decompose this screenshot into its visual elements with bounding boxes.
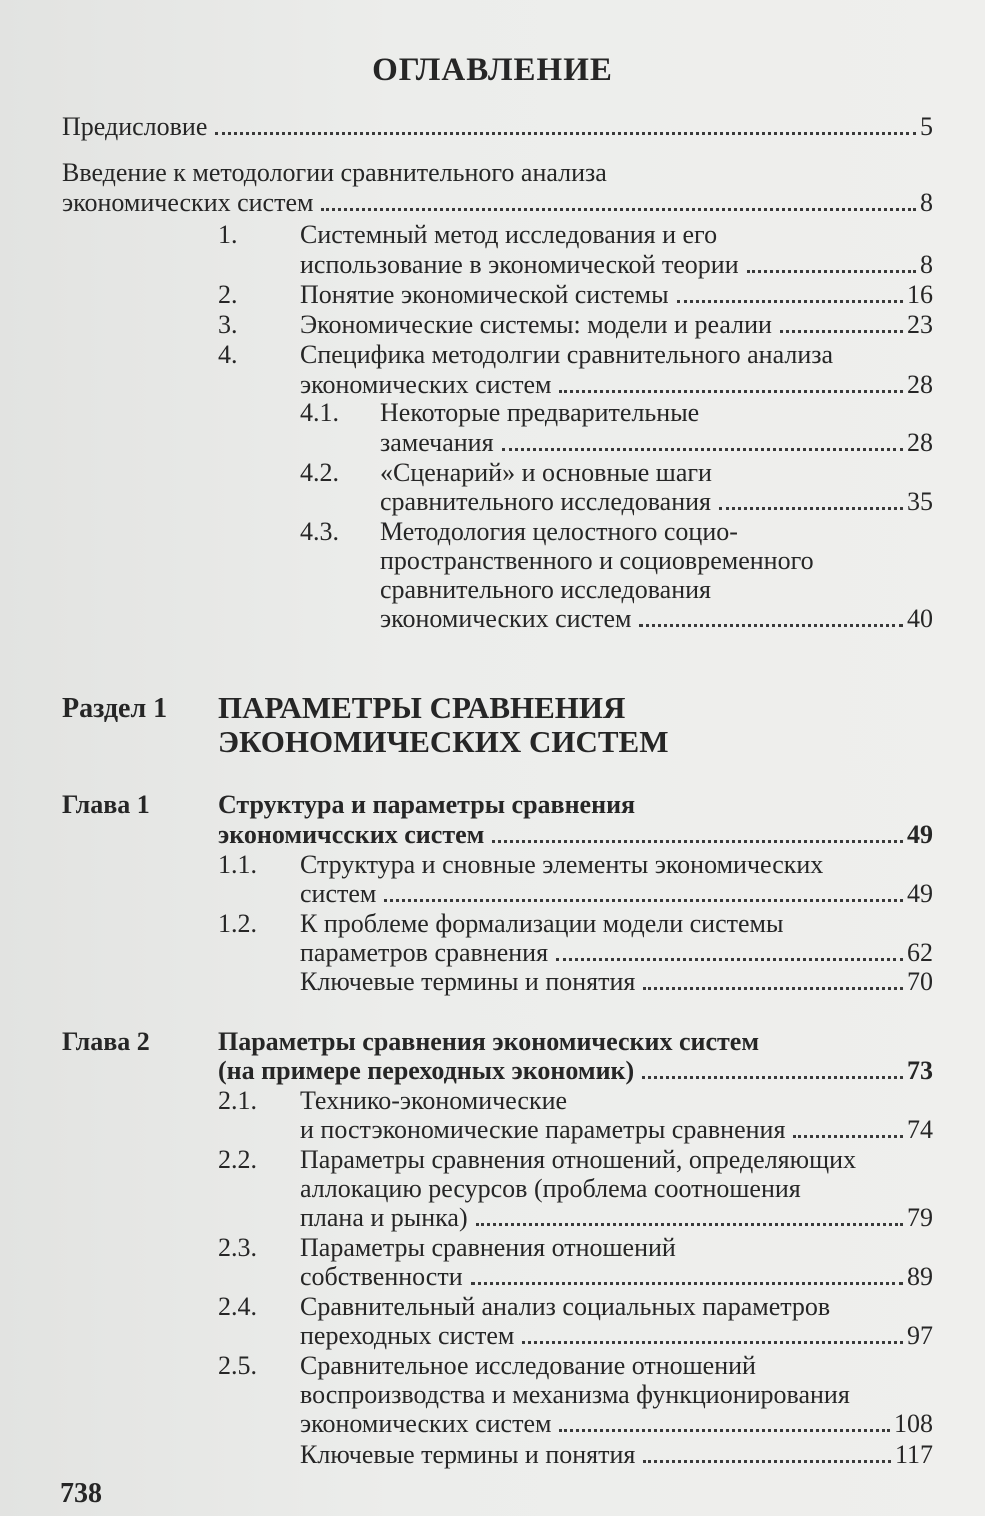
entry-page: 5 <box>920 112 933 141</box>
toc-entry-2 <box>300 280 933 310</box>
entry-title: Структура и параметры сравнения <box>218 790 636 819</box>
chapter-label: Глава 2 <box>62 1027 150 1056</box>
toc-entry-4-3-line3 <box>380 575 711 605</box>
entry-title: Специфика методолгии сравнительного анализа <box>300 340 834 369</box>
item-number: 4. <box>218 340 238 369</box>
entry-title: переходных систем <box>300 1321 515 1350</box>
dot-leader <box>215 132 916 135</box>
item-number: 1.1. <box>218 850 257 879</box>
item-number: 2.5. <box>218 1351 257 1380</box>
entry-title: Предисловие <box>62 112 208 141</box>
entry-page: 74 <box>907 1115 933 1144</box>
entry-title: Методология целостного социо- <box>380 517 738 546</box>
chapter1-title-line1 <box>218 790 635 820</box>
toc-entry-intro-line1 <box>62 158 607 188</box>
toc-entry-preface <box>62 112 933 142</box>
entry-title: экономических систем <box>300 1409 552 1438</box>
entry-title: Технико-экономические <box>300 1086 568 1115</box>
toc-entry-4-1 <box>380 428 933 458</box>
entry-title: Сравнительный анализ социальных параметров <box>300 1292 831 1321</box>
entry-title: Введение к методологии сравнительного анализа <box>62 158 607 187</box>
toc-entry-2-4 <box>300 1321 933 1351</box>
toc-entry-4-2-line1 <box>380 458 712 488</box>
page-number: 738 <box>60 1478 102 1509</box>
dot-leader <box>747 270 916 273</box>
toc-entry-1-line1 <box>300 220 717 250</box>
section-title-line1: ПАРАМЕТРЫ СРАВНЕНИЯ <box>218 690 626 725</box>
entry-title: Структура и сновные элементы экономических <box>300 850 824 879</box>
toc-entry-2-5-line1 <box>300 1351 756 1381</box>
entry-page: 28 <box>907 370 933 399</box>
item-number: 4.2. <box>300 458 339 487</box>
entry-title: использование в экономической теории <box>300 250 739 279</box>
toc-entry-1-2-line1 <box>300 909 783 939</box>
dot-leader <box>476 1223 903 1226</box>
toc-entry-2-5 <box>300 1409 933 1439</box>
entry-title: Параметры сравнения экономических систем <box>218 1027 760 1056</box>
entry-title: Некоторые предварительные <box>380 398 700 427</box>
toc-entry-chapter1 <box>218 820 933 850</box>
item-number: 1. <box>218 220 238 249</box>
toc-entry-4-3 <box>380 604 933 634</box>
entry-title: экономических систем <box>380 604 632 633</box>
item-number: 2. <box>218 280 238 309</box>
item-number: 2.2. <box>218 1145 257 1174</box>
entry-page: 28 <box>907 428 933 457</box>
dot-leader <box>639 624 903 627</box>
entry-title: (на примере переходных экономик) <box>218 1056 635 1085</box>
item-number: 2.4. <box>218 1292 257 1321</box>
item-number: 3. <box>218 310 238 339</box>
toc-entry-1-1 <box>300 879 933 909</box>
toc-entry-2-2 <box>300 1203 933 1233</box>
dot-leader <box>677 300 903 303</box>
entry-title: сравнительного исследования <box>380 487 712 516</box>
entry-page: 108 <box>894 1409 933 1438</box>
section-title-line2: ЭКОНОМИЧЕСКИХ СИСТЕМ <box>218 724 669 759</box>
dot-leader <box>471 1282 903 1285</box>
dot-leader <box>502 448 903 451</box>
toc-entry-chapter2 <box>218 1056 933 1086</box>
entry-page: 73 <box>907 1056 933 1085</box>
entry-title: «Сценарий» и основные шаги <box>380 458 712 487</box>
dot-leader <box>384 899 903 902</box>
entry-title: К проблеме формализации модели системы <box>300 909 784 938</box>
item-number: 4.1. <box>300 398 339 427</box>
toc-entry-3 <box>300 310 933 340</box>
entry-title: Экономические системы: модели и реалии <box>300 310 772 339</box>
dot-leader <box>559 390 903 393</box>
entry-page: 79 <box>907 1203 933 1232</box>
toc-entry-4-3-line2 <box>380 546 814 576</box>
entry-title: аллокацию ресурсов (проблема соотношения <box>300 1174 801 1203</box>
entry-title: плана и рынка) <box>300 1203 468 1232</box>
entry-title: замечания <box>380 428 494 457</box>
chapter-label: Глава 1 <box>62 790 150 819</box>
entry-page: 40 <box>907 604 933 633</box>
entry-title: и постэкономические параметры сравнения <box>300 1115 786 1144</box>
entry-title: Понятие экономической системы <box>300 280 669 309</box>
dot-leader <box>643 1460 891 1463</box>
entry-page: 70 <box>907 967 933 996</box>
dot-leader <box>559 1429 890 1432</box>
entry-title: пространственного и социовременного <box>380 546 814 575</box>
entry-title: воспроизводства и механизма функционирования <box>300 1380 850 1409</box>
toc-entry-1-1-line1 <box>300 850 823 880</box>
toc-entry-1 <box>300 250 933 280</box>
entry-page: 35 <box>907 487 933 516</box>
dot-leader <box>556 958 903 961</box>
toc-entry-2-2-line2 <box>300 1174 801 1204</box>
toc-entry-4-line1 <box>300 340 833 370</box>
toc-entry-2-3 <box>300 1262 933 1292</box>
item-number: 4.3. <box>300 517 339 546</box>
dot-leader <box>642 1076 903 1079</box>
entry-title: Сравнительное исследование отношений <box>300 1351 756 1380</box>
section-label: Раздел 1 <box>62 693 168 724</box>
dot-leader <box>719 507 903 510</box>
entry-page: 16 <box>907 280 933 309</box>
toc-entry-2-2-line1 <box>300 1145 856 1175</box>
entry-title: сравнительного исследования <box>380 575 712 604</box>
dot-leader <box>321 208 916 211</box>
item-number: 2.1. <box>218 1086 257 1115</box>
item-number: 1.2. <box>218 909 257 938</box>
entry-page: 49 <box>907 820 933 849</box>
toc-entry-intro <box>62 188 933 218</box>
entry-page: 89 <box>907 1262 933 1291</box>
entry-title: собственности <box>300 1262 463 1291</box>
dot-leader <box>522 1341 903 1344</box>
toc-entry-2-5-line2 <box>300 1380 850 1410</box>
entry-title: экономических систем <box>62 188 314 217</box>
toc-entry-2-4-line1 <box>300 1292 830 1322</box>
entry-title: Параметры сравнения отношений, определяющих <box>300 1145 857 1174</box>
entry-title: Ключевые термины и понятия <box>300 1440 636 1469</box>
toc-entry-2-1 <box>300 1115 933 1145</box>
entry-page: 8 <box>920 188 933 217</box>
dot-leader <box>643 987 903 990</box>
entry-page: 97 <box>907 1321 933 1350</box>
toc-entry-4-2 <box>380 487 933 517</box>
entry-title: параметров сравнения <box>300 938 549 967</box>
page-heading: ОГЛАВЛЕНИЕ <box>372 52 613 88</box>
toc-entry-4 <box>300 370 933 400</box>
item-number: 2.3. <box>218 1233 257 1262</box>
entry-page: 23 <box>907 310 933 339</box>
entry-page: 117 <box>894 1440 933 1469</box>
toc-entry-1-2 <box>300 938 933 968</box>
entry-page: 62 <box>907 938 933 967</box>
toc-entry-ch2-key-terms <box>300 1440 933 1470</box>
entry-page: 49 <box>907 879 933 908</box>
entry-title: экономических систем <box>300 370 552 399</box>
toc-entry-2-1-line1 <box>300 1086 567 1116</box>
entry-title: систем <box>300 879 377 908</box>
chapter2-title-line1 <box>218 1027 759 1057</box>
dot-leader <box>780 330 903 333</box>
toc-entry-4-3-line1 <box>380 517 738 547</box>
toc-entry-ch1-key-terms <box>300 967 933 997</box>
dot-leader <box>492 840 903 843</box>
entry-page: 8 <box>920 250 933 279</box>
entry-title: Параметры сравнения отношений <box>300 1233 676 1262</box>
entry-title: Системный метод исследования и его <box>300 220 718 249</box>
dot-leader <box>793 1135 903 1138</box>
toc-entry-2-3-line1 <box>300 1233 676 1263</box>
entry-title: Ключевые термины и понятия <box>300 967 636 996</box>
toc-entry-4-1-line1 <box>380 398 699 428</box>
entry-title: экономичсских систем <box>218 820 485 849</box>
